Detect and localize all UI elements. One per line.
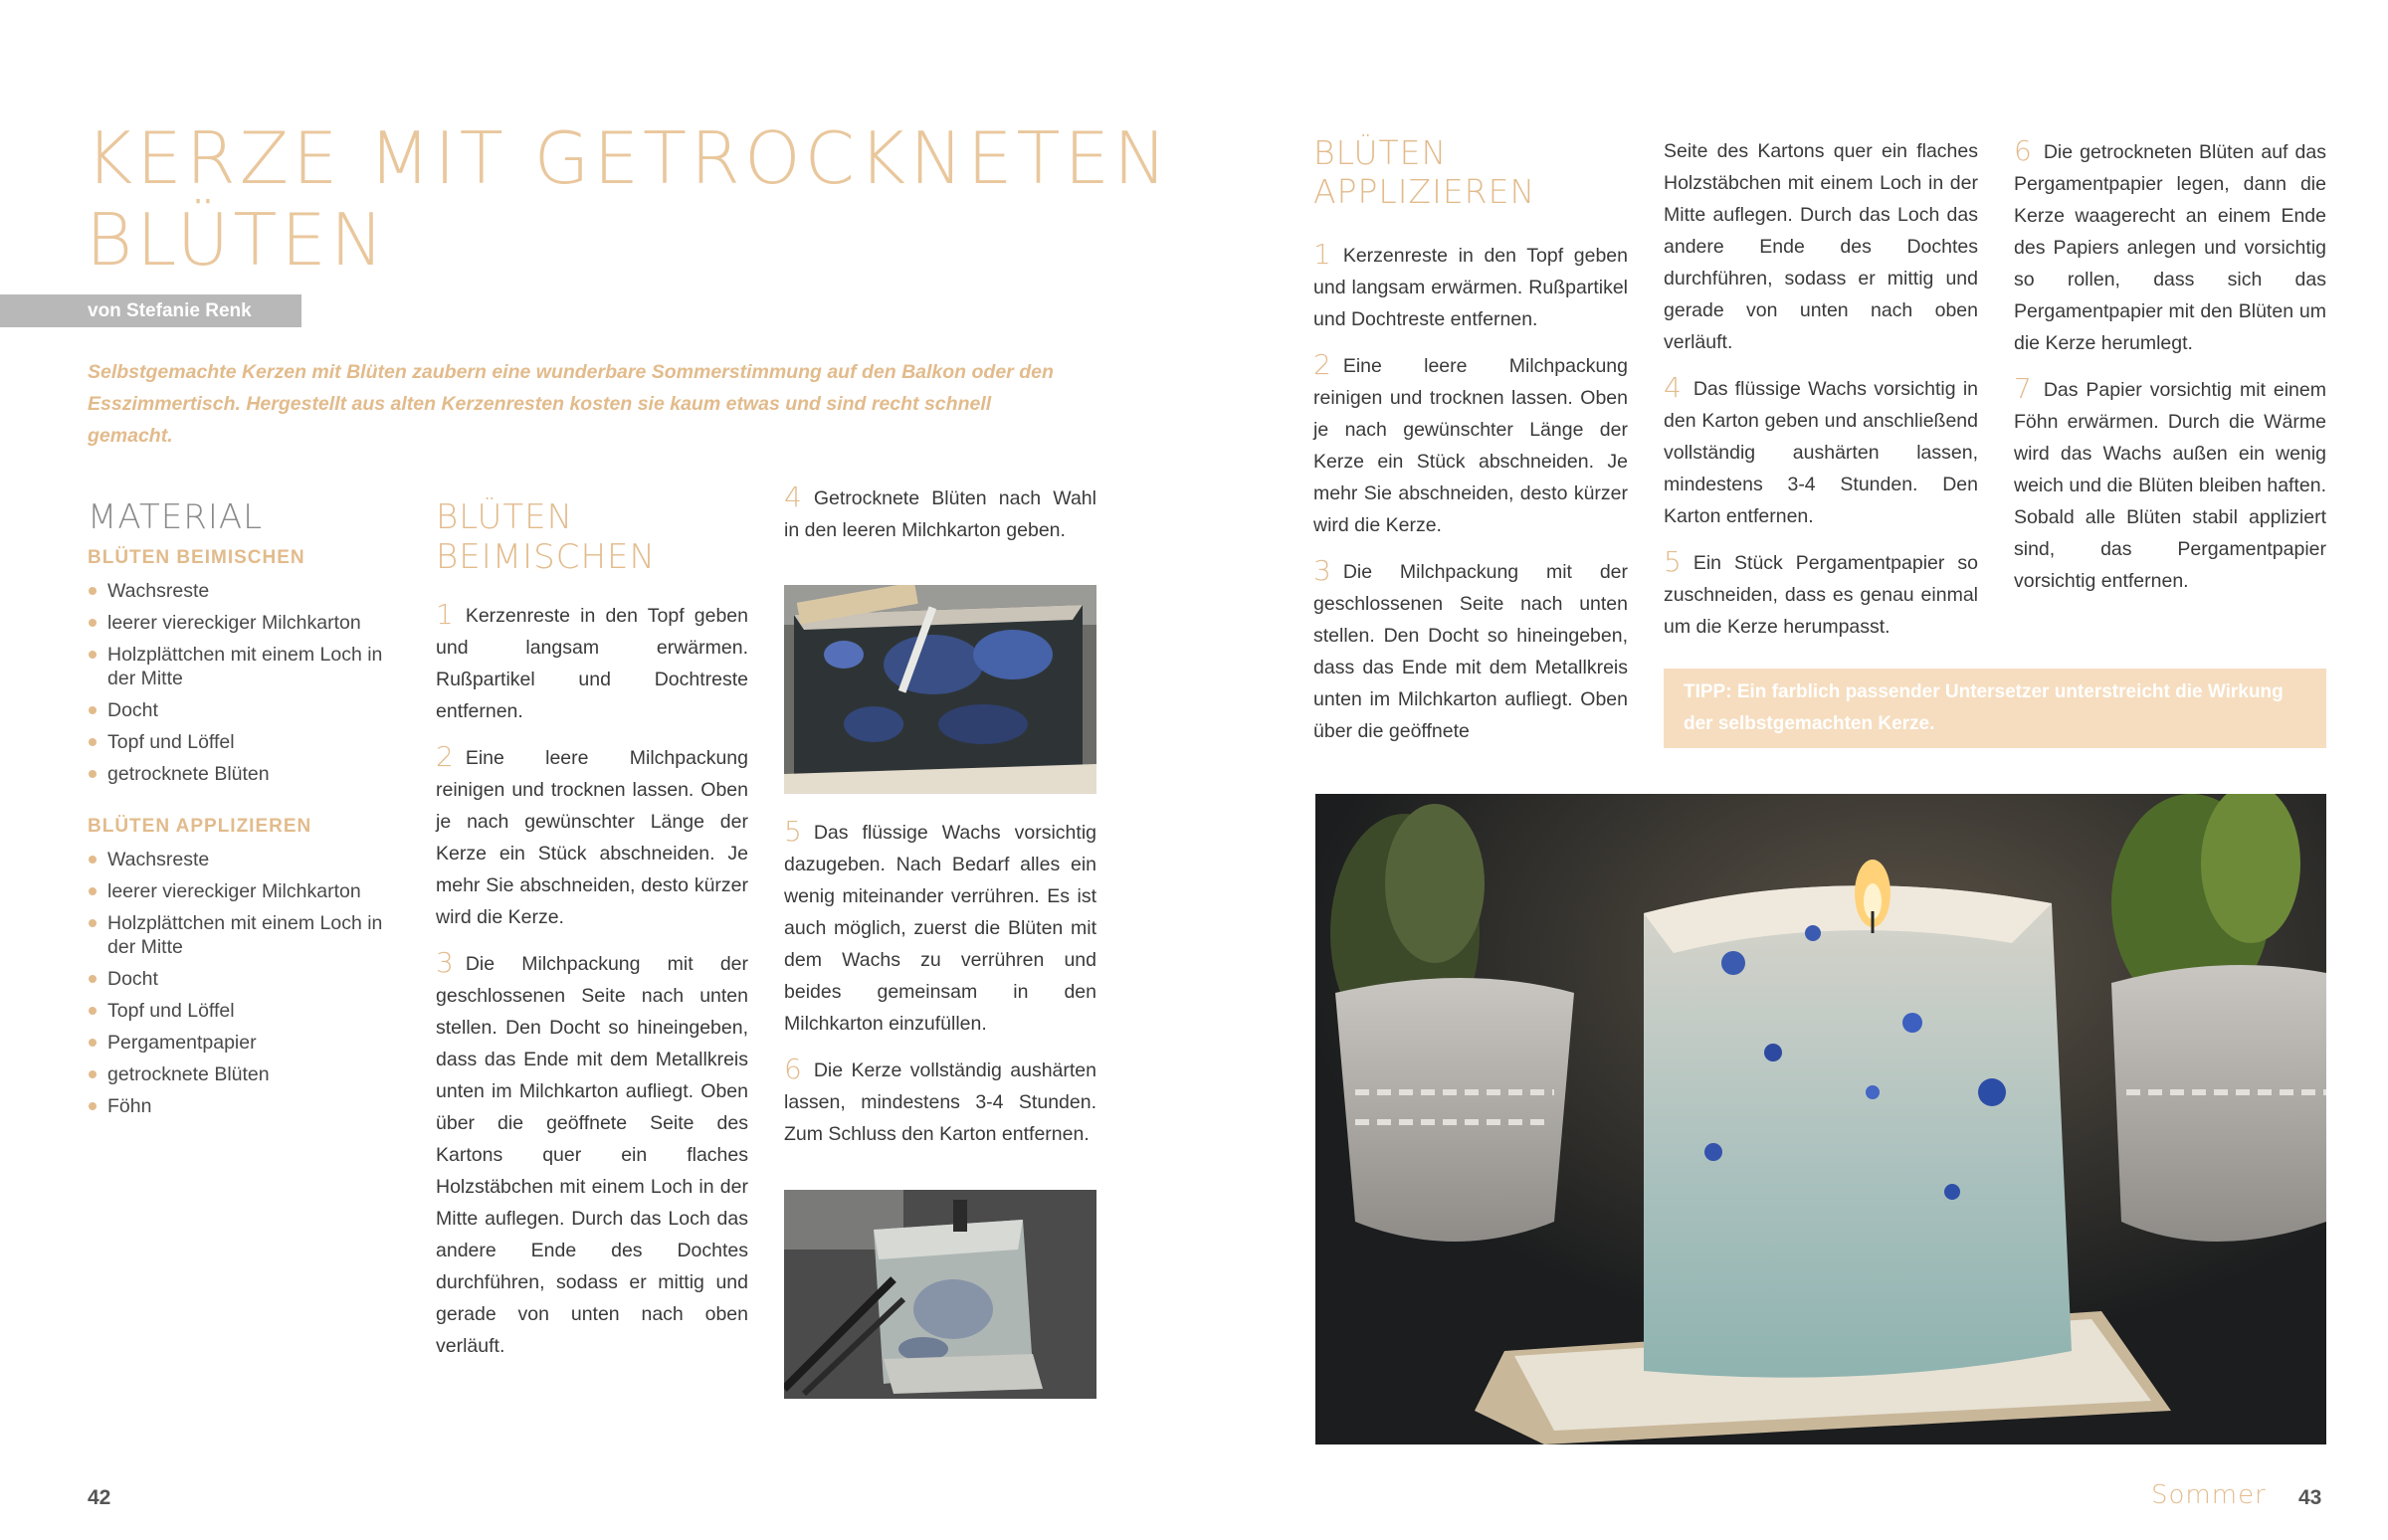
- step-number: 3: [436, 946, 454, 979]
- material-column: [88, 497, 406, 1126]
- step-paragraph: [784, 816, 1096, 1040]
- step-paragraph: [436, 741, 748, 933]
- step-text: Die Milchpackung mit der geschlossenen Seite nach unten stellen. Den Docht so hineingeben, dass das Ende mit dem Metallkreis unten im Milchkarton aufliegt. Oben über die geöffnete: [1313, 561, 1628, 742]
- step-text: Die Kerze vollständig aushärten lassen, mindestens 3-4 Stunden. Zum Schluss den Karton entfernen.: [784, 1059, 1096, 1145]
- step-paragraph: [1313, 555, 1628, 747]
- step-number: 5: [1664, 545, 1682, 578]
- material-group1-heading: BLÜTEN BEIMISCHEN: [88, 547, 305, 568]
- intro-text: Selbstgemachte Kerzen mit Blüten zaubern eine wunderbare Sommerstimmung auf den Balkon oder den Esszimmertisch. Hergestellt aus alten Kerzenresten kosten sie kaum etwas und sind recht schnell gemacht.: [88, 361, 1054, 447]
- material-group2-heading: BLÜTEN APPLIZIEREN: [88, 816, 312, 837]
- material-item: getrocknete Blüten: [88, 762, 406, 786]
- step-text: Ein Stück Pergamentpapier so zuschneiden, dass es genau einmal um die Kerze herumpasst.: [1664, 552, 1978, 638]
- photo-finished-candle: [1315, 794, 2326, 1444]
- page-number-left: 42: [88, 1486, 111, 1509]
- step-number: 6: [2014, 134, 2032, 167]
- step-paragraph: [2014, 135, 2326, 359]
- beimischen-steps-2: [784, 816, 1096, 1164]
- beimischen-column-1: [436, 497, 748, 1376]
- beimischen-step-4: [784, 481, 1096, 546]
- step-paragraph: [1664, 372, 1978, 532]
- material-item: Topf und Löffel: [88, 730, 406, 754]
- page-number-right: 43: [2298, 1486, 2322, 1509]
- step-text: Kerzenreste in den Topf geben und langsam erwärmen. Rußpartikel und Dochtreste entfernen.: [1313, 245, 1628, 330]
- material-group1-list: [88, 579, 406, 786]
- author-byline: von Stefanie Renk: [0, 294, 301, 327]
- step-number: 1: [1313, 238, 1331, 271]
- material-item: Holzplättchen mit einem Loch in der Mitte: [88, 911, 406, 959]
- step-paragraph: [784, 1054, 1096, 1150]
- step-text: Seite des Kartons quer ein flaches Holzstäbchen mit einem Loch in der Mitte auflegen. Durch das Loch das andere Ende des Dochtes durchführen, sodass er mittig und gerade von unten nach oben verläuft.: [1664, 140, 1978, 353]
- material-item: Docht: [88, 967, 406, 991]
- material-item: Topf und Löffel: [88, 999, 406, 1023]
- section-label: Sommer: [2151, 1480, 2267, 1510]
- step-number: 1: [436, 598, 454, 631]
- step-paragraph: [1313, 239, 1628, 335]
- step-text: Das Papier vorsichtig mit einem Föhn erwärmen. Durch die Wärme wird das Wachs außen ein wenig weich und die Blüten bleiben haften. Sobald alle Blüten stabil appliziert sind, das Pergamentpapier vorsichtig entfernen.: [2014, 379, 2326, 592]
- material-item: Wachsreste: [88, 848, 406, 871]
- step-number: 2: [1313, 348, 1331, 381]
- material-item: Föhn: [88, 1094, 406, 1118]
- step-text: Eine leere Milchpackung reinigen und trocknen lassen. Oben je nach gewünschter Länge der Kerze ein Stück abschneiden. Je mehr Sie abschneiden, desto kürzer wird die Kerze.: [436, 747, 748, 928]
- material-item: leerer viereckiger Milchkarton: [88, 879, 406, 903]
- beimischen-steps-1: [436, 599, 748, 1362]
- material-item: Docht: [88, 698, 406, 722]
- material-item: Pergamentpapier: [88, 1031, 406, 1055]
- material-item: getrocknete Blüten: [88, 1062, 406, 1086]
- step-paragraph: [1664, 135, 1978, 358]
- step-paragraph: [1664, 546, 1978, 643]
- material-group2-list: [88, 848, 406, 1118]
- page-title: KERZE MIT GETROCKNETEN BLÜTEN: [86, 116, 1171, 282]
- step-text: Die getrockneten Blüten auf das Pergamentpapier legen, dann die Kerze waagerecht an einem Ende des Papiers anlegen und vorsichtig so rollen, dass sich das Pergamentpapier mit den Blüten um die Kerze herumlegt.: [2014, 141, 2326, 354]
- step-number: 6: [784, 1053, 802, 1085]
- beimischen-column-2: [784, 481, 1096, 1145]
- material-item: Holzplättchen mit einem Loch in der Mitte: [88, 643, 406, 690]
- step-text: Eine leere Milchpackung reinigen und trocknen lassen. Oben je nach gewünschter Länge der Kerze ein Stück abschneiden. Je mehr Sie abschneiden, desto kürzer wird die Kerze.: [1313, 355, 1628, 536]
- step-paragraph: [1313, 349, 1628, 541]
- step-number: 4: [784, 481, 802, 513]
- step-paragraph: [2014, 373, 2326, 597]
- applizieren-column-1: [1313, 133, 1628, 761]
- applizieren-column-2: [1664, 135, 1978, 657]
- step-paragraph: [784, 481, 1096, 546]
- step-text: Getrocknete Blüten nach Wahl in den leeren Milchkarton geben.: [784, 487, 1096, 541]
- step-text: Das flüssige Wachs vorsichtig in den Karton geben und anschließend vollständig aushärten lassen, mindestens 3-4 Stunden. Den Karton entfernen.: [1664, 378, 1978, 527]
- step-paragraph: [436, 947, 748, 1362]
- material-heading: MATERIAL: [88, 497, 264, 537]
- step-number: 4: [1664, 371, 1682, 404]
- step-number: 5: [784, 815, 802, 848]
- step-text: Kerzenreste in den Topf geben und langsam erwärmen. Rußpartikel und Dochtreste entfernen.: [436, 605, 748, 722]
- applizieren-column-3: [2014, 135, 2326, 611]
- tip-box: TIPP: Ein farblich passender Untersetzer unterstreicht die Wirkung der selbstgemachten Kerze.: [1664, 669, 2326, 748]
- step-text: Die Milchpackung mit der geschlossenen Seite nach unten stellen. Den Docht so hineingeben, dass das Ende mit dem Metallkreis unten im Milchkarton aufliegt. Oben über die geöffnete Seite des Kartons quer ein flaches Holzstäbchen mit einem Loch in der Mitte auflegen. Durch das Loch das andere Ende des Dochtes durchführen, sodass er mittig und gerade von unten nach oben verläuft.: [436, 953, 748, 1357]
- step-number: 7: [2014, 372, 2032, 405]
- step-text: Das flüssige Wachs vorsichtig dazugeben. Nach Bedarf alles ein wenig miteinander verrühren. Es ist auch möglich, zuerst die Blüten mit dem Wachs zu verrühren und beides gemeinsam in den Milchkarton einzufüllen.: [784, 822, 1096, 1035]
- applizieren-steps-1: [1313, 239, 1628, 747]
- applizieren-heading: BLÜTEN APPLIZIEREN: [1313, 133, 1536, 211]
- step-number: 3: [1313, 554, 1331, 587]
- step-paragraph: [436, 599, 748, 727]
- photo-wax-with-flowers: [784, 585, 1096, 794]
- material-item: Wachsreste: [88, 579, 406, 603]
- material-item: leerer viereckiger Milchkarton: [88, 611, 406, 635]
- photo-carton-removed: [784, 1190, 1096, 1399]
- beimischen-heading: BLÜTEN BEIMISCHEN: [436, 497, 656, 577]
- step-number: 2: [436, 740, 454, 773]
